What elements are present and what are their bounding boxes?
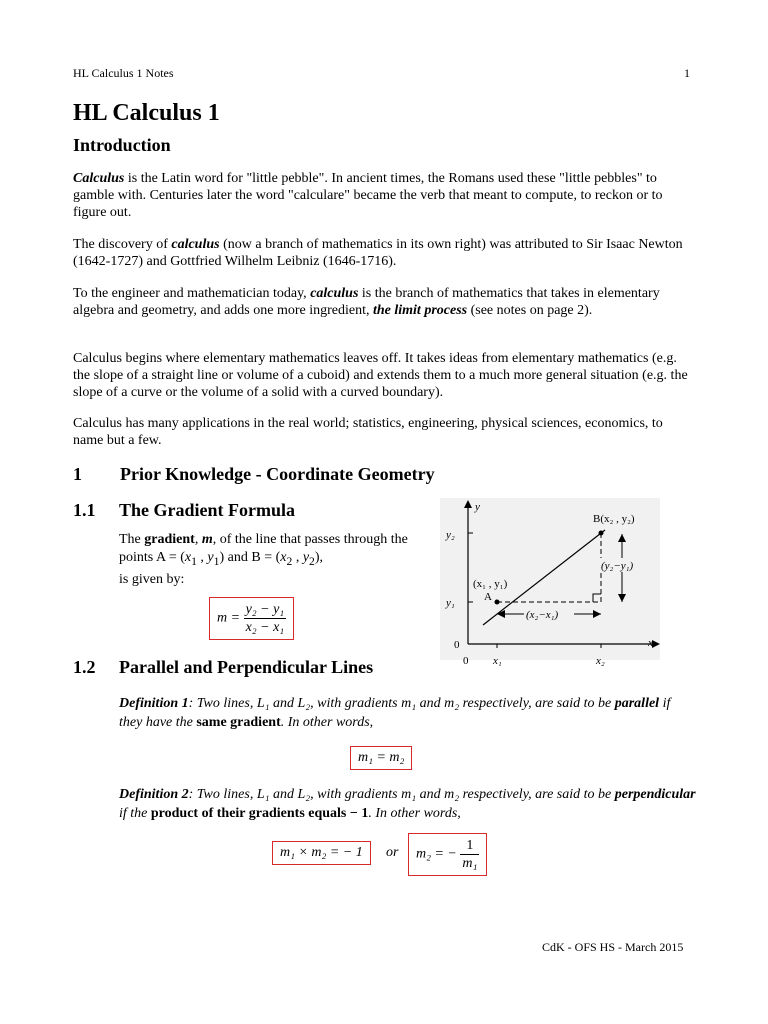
bold-term: calculus	[171, 237, 220, 252]
text-run: . In other words,	[368, 806, 461, 821]
or-label: or	[386, 845, 399, 860]
bold-term: parallel	[614, 696, 660, 711]
intro-paragraph-3	[73, 285, 695, 319]
fraction-numerator: y₂ − y₁	[245, 602, 285, 617]
text-run: ,	[319, 550, 324, 565]
subsection-1-1-heading	[73, 500, 295, 521]
text-run: is the Latin word for "little pebble". In ancient times, the Romans used these "little pebbles" to gamble with. Centuries later the word "calculare" became the verb that meant to compute, to reckon or to figure out.	[73, 171, 663, 220]
text-run: if the	[119, 806, 151, 821]
y2-tick-label: y₂	[446, 529, 455, 541]
point-b: $B = (x_2$ , $y_2$)	[251, 550, 320, 568]
point-a-label: A	[484, 591, 492, 603]
x-axis-label: x	[648, 637, 653, 649]
bold-term: the limit process	[372, 303, 468, 318]
bold-term: m	[201, 532, 213, 547]
bold-term: Calculus	[73, 171, 125, 186]
bold-term: product of their gradients equals	[150, 806, 347, 821]
subsection-title: The Gradient Formula	[119, 500, 295, 520]
subsection-number: 1.2	[73, 657, 96, 677]
text-run: and	[224, 550, 252, 565]
dx-label: (x₂−x₁)	[526, 609, 559, 621]
page-footer: CdK - OFS HS - March 2015	[542, 940, 684, 954]
dy-label: (y₂−y₁)	[601, 560, 634, 572]
subsection-1-2-heading	[73, 657, 373, 678]
parallel-equation-box: m₁ = m₂	[350, 746, 412, 770]
gradient-definition-text	[119, 531, 429, 589]
point-b-label: B(x₂ , y₂)	[593, 513, 635, 525]
formula-lhs: m₂ = −	[416, 846, 457, 862]
fraction-denominator: x₂ − x₁	[245, 620, 285, 635]
reciprocal-fraction	[460, 837, 479, 872]
text-run: The	[119, 532, 145, 547]
text-run: is the branch of mathematics that takes in elementary algebra and geometry, and adds one more ingredient,	[73, 286, 660, 318]
perpendicular-reciprocal-box	[408, 833, 487, 876]
subsection-number: 1.1	[73, 500, 96, 520]
text-run: if they have the	[119, 696, 671, 730]
text-run: : Two lines, L₁ and L₂, with gradients m₁ and m₂ respectively, are said to be	[188, 696, 615, 711]
text-run: The discovery of	[73, 237, 172, 252]
text-run: : Two lines, L₁ and L₂, with gradients m₁ and m₂ respectively, are said to be	[188, 787, 615, 802]
perpendicular-product-box: m₁ × m₂ = − 1	[272, 841, 371, 865]
definition-label: Definition 1	[119, 696, 189, 711]
definition-1	[119, 694, 697, 732]
intro-paragraph-2	[73, 236, 695, 270]
definition-label: Definition 2	[119, 787, 189, 802]
page-title: HL Calculus 1	[73, 100, 220, 126]
formula-lhs: m =	[217, 610, 241, 626]
subsection-title: Parallel and Perpendicular Lines	[119, 657, 374, 677]
intro-paragraph-5: Calculus has many applications in the real world; statistics, engineering, physical sciences, economics, to name but a few.	[73, 416, 663, 448]
y-axis-label: y	[475, 501, 480, 513]
section-title: Prior Knowledge - Coordinate Geometry	[120, 464, 435, 484]
text-run: ,	[194, 532, 202, 547]
bold-term: same gradient	[196, 715, 281, 730]
gradient-fraction	[244, 601, 287, 636]
point-a: $A = (x_1$ , $y_1$)	[155, 550, 225, 568]
bold-term: gradient	[144, 532, 195, 547]
page-number: 1	[684, 66, 690, 80]
x1-tick-label: x₁	[493, 655, 502, 667]
section-number: 1	[73, 464, 82, 484]
bold-term: calculus	[310, 286, 359, 301]
x2-tick-label: x₂	[596, 655, 605, 667]
bold-term: perpendicular	[614, 787, 696, 802]
definition-2	[119, 785, 697, 823]
gradient-diagram	[440, 498, 660, 678]
text-run: is given by:	[119, 571, 185, 587]
text-run: To the engineer and mathematician today,	[73, 286, 311, 301]
introduction-heading: Introduction	[73, 135, 171, 155]
gradient-formula-box	[209, 597, 294, 640]
text-run: (now a branch of mathematics in its own right) was attributed to Sir Isaac Newton (1642-1727) and Gottfried Wilhelm Leibniz (1646-1716).	[73, 237, 683, 269]
section-1-heading	[73, 464, 435, 485]
fraction-denominator: m₁	[462, 856, 478, 871]
page-header-left: HL Calculus 1 Notes	[73, 66, 174, 80]
fraction-numerator: 1	[460, 837, 479, 855]
text-run: , of the line that passes through the points	[119, 532, 408, 565]
intro-paragraph-1	[73, 170, 695, 221]
y1-tick-label: y₁	[446, 597, 455, 609]
bold-term: − 1	[346, 806, 369, 821]
intro-paragraph-4: Calculus begins where elementary mathematics leaves off. It takes ideas from elementary mathematics (e.g. the slope of a straight line or volume of a cuboid) and extends them to a much more general situation (e.g. the slope of a curve or the volume of a solid with a curved boundary).	[73, 351, 688, 400]
origin-x-label: 0	[463, 655, 469, 667]
point-a-coords-label: (x₁ , y₁)	[473, 578, 508, 590]
text-run: (see notes on page 2).	[467, 303, 593, 318]
origin-label: 0	[454, 639, 460, 651]
text-run: . In other words,	[280, 715, 374, 730]
